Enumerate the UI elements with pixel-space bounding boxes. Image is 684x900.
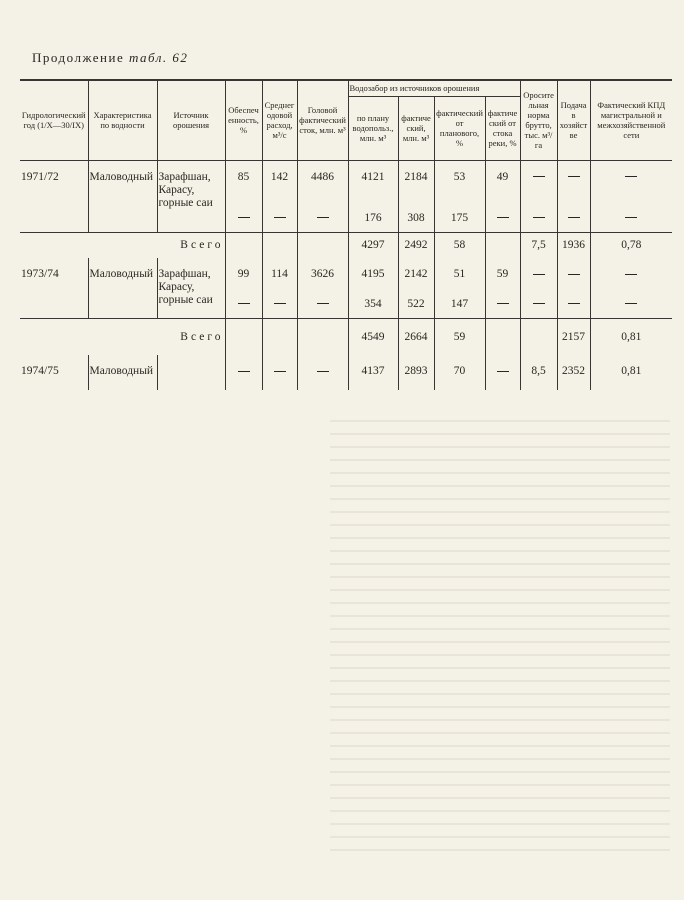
value-cell: [262, 200, 297, 232]
value-cell: [485, 355, 520, 390]
total-label: Всего: [20, 232, 225, 258]
value-cell: 49: [485, 160, 520, 200]
total-value-cell: 0,78: [590, 232, 672, 258]
header-actual-of-river: фактический от стока реки, %: [485, 96, 520, 160]
value-cell: [520, 295, 557, 318]
header-delivery: Подача в хозяйстве: [557, 80, 590, 160]
dash-mark: [238, 303, 250, 304]
total-value-cell: 4297: [348, 232, 398, 258]
dash-mark: [625, 217, 637, 218]
value-cell: [557, 258, 590, 295]
header-avg-flow: Среднегодовой расход, м³/с: [262, 80, 297, 160]
value-cell: 175: [434, 200, 485, 232]
header-plan: по плану водопольз., млн. м³: [348, 96, 398, 160]
caption-table-ref: табл. 62: [128, 50, 189, 65]
dash-mark: [625, 303, 637, 304]
value-cell: 114: [262, 258, 297, 295]
value-cell: [225, 355, 262, 390]
total-value-cell: 4549: [348, 318, 398, 355]
value-cell: [590, 200, 672, 232]
value-cell: 2352: [557, 355, 590, 390]
table-row: [20, 160, 672, 200]
header-year: Гидрологический год (1/X—30/IX): [20, 80, 88, 160]
source-cell: Зарафшан, Карасу, горные саи: [157, 258, 225, 318]
value-cell: 0,81: [590, 355, 672, 390]
source-cell: Зарафшан, Карасу, горные саи: [157, 160, 225, 232]
year-cell: 1973/74: [21, 268, 59, 280]
table-row: [20, 258, 672, 295]
total-value-cell: 2664: [398, 318, 434, 355]
dash-mark: [497, 217, 509, 218]
header-norm: Оросительная норма брутто, тыс. м³/га: [520, 80, 557, 160]
total-value-cell: [262, 318, 297, 355]
dash-mark: [533, 303, 545, 304]
dash-mark: [238, 217, 250, 218]
header-intake-group: Водозабор из источников орошения: [348, 80, 520, 96]
value-cell: [297, 295, 348, 318]
value-cell: [520, 258, 557, 295]
total-value-cell: 58: [434, 232, 485, 258]
value-cell: [520, 160, 557, 200]
value-cell: 354: [348, 295, 398, 318]
dash-mark: [317, 217, 329, 218]
dash-mark: [568, 303, 580, 304]
value-cell: [297, 200, 348, 232]
dash-mark: [238, 371, 250, 372]
total-value-cell: [262, 232, 297, 258]
value-cell: 2893: [398, 355, 434, 390]
dash-mark: [568, 217, 580, 218]
table-row: [20, 355, 672, 390]
value-cell: [225, 200, 262, 232]
value-cell: [590, 295, 672, 318]
dash-mark: [274, 303, 286, 304]
table-caption: [32, 50, 188, 66]
value-cell: [262, 295, 297, 318]
value-cell: 53: [434, 160, 485, 200]
value-cell: [557, 160, 590, 200]
total-row: [20, 318, 672, 355]
total-row: [20, 232, 672, 258]
header-source: Источник орошения: [157, 80, 225, 160]
value-cell: 51: [434, 258, 485, 295]
data-table: [20, 79, 672, 390]
caption-prefix: Продолжение: [32, 50, 125, 65]
value-cell: 4195: [348, 258, 398, 295]
total-value-cell: 1936: [557, 232, 590, 258]
dash-mark: [533, 274, 545, 275]
value-cell: 522: [398, 295, 434, 318]
total-value-cell: [225, 232, 262, 258]
value-cell: [225, 295, 262, 318]
dash-mark: [274, 371, 286, 372]
total-value-cell: 7,5: [520, 232, 557, 258]
characteristic-cell: Маловодный: [88, 160, 157, 232]
value-cell: 176: [348, 200, 398, 232]
value-cell: 142: [262, 160, 297, 200]
value-cell: [590, 258, 672, 295]
value-cell: [557, 295, 590, 318]
value-cell: 2184: [398, 160, 434, 200]
header-supply: Обеспеченность, %: [225, 80, 262, 160]
dash-mark: [497, 371, 509, 372]
value-cell: [557, 200, 590, 232]
dash-mark: [317, 303, 329, 304]
total-value-cell: [225, 318, 262, 355]
value-cell: 70: [434, 355, 485, 390]
header-actual: фактический, млн. м³: [398, 96, 434, 160]
header-efficiency: Фактический КПД магистральной и межхозяйственной сети: [590, 80, 672, 160]
dash-mark: [625, 176, 637, 177]
dash-mark: [317, 371, 329, 372]
total-value-cell: [520, 318, 557, 355]
value-cell: [297, 355, 348, 390]
dash-mark: [274, 217, 286, 218]
total-value-cell: [485, 318, 520, 355]
value-cell: 8,5: [520, 355, 557, 390]
value-cell: [590, 160, 672, 200]
total-value-cell: 59: [434, 318, 485, 355]
value-cell: 2142: [398, 258, 434, 295]
dash-mark: [625, 274, 637, 275]
header-annual-runoff: Головой фактический сток, млн. м³: [297, 80, 348, 160]
total-value-cell: 2157: [557, 318, 590, 355]
value-cell: [520, 200, 557, 232]
dash-mark: [533, 176, 545, 177]
bleed-through-texture: [330, 420, 670, 860]
dash-mark: [568, 176, 580, 177]
dash-mark: [497, 303, 509, 304]
value-cell: [485, 200, 520, 232]
header-characteristic: Характеристика по водности: [88, 80, 157, 160]
value-cell: [485, 295, 520, 318]
value-cell: 308: [398, 200, 434, 232]
value-cell: [262, 355, 297, 390]
characteristic-cell: Маловодный: [88, 258, 157, 318]
year-cell: 1971/72: [21, 170, 59, 183]
year-cell: 1974/75: [21, 365, 59, 377]
total-value-cell: [485, 232, 520, 258]
total-value-cell: 2492: [398, 232, 434, 258]
value-cell: 147: [434, 295, 485, 318]
value-cell: 99: [225, 258, 262, 295]
characteristic-cell: Маловодный: [88, 355, 157, 390]
value-cell: 59: [485, 258, 520, 295]
total-value-cell: [297, 232, 348, 258]
dash-mark: [533, 217, 545, 218]
source-cell: [157, 355, 225, 390]
value-cell: 4137: [348, 355, 398, 390]
value-cell: 4121: [348, 160, 398, 200]
header-actual-of-plan: фактический от планового, %: [434, 96, 485, 160]
dash-mark: [568, 274, 580, 275]
total-value-cell: [297, 318, 348, 355]
value-cell: 4486: [297, 160, 348, 200]
value-cell: 3626: [297, 258, 348, 295]
total-value-cell: 0,81: [590, 318, 672, 355]
total-label: Всего: [20, 318, 225, 355]
value-cell: 85: [225, 160, 262, 200]
